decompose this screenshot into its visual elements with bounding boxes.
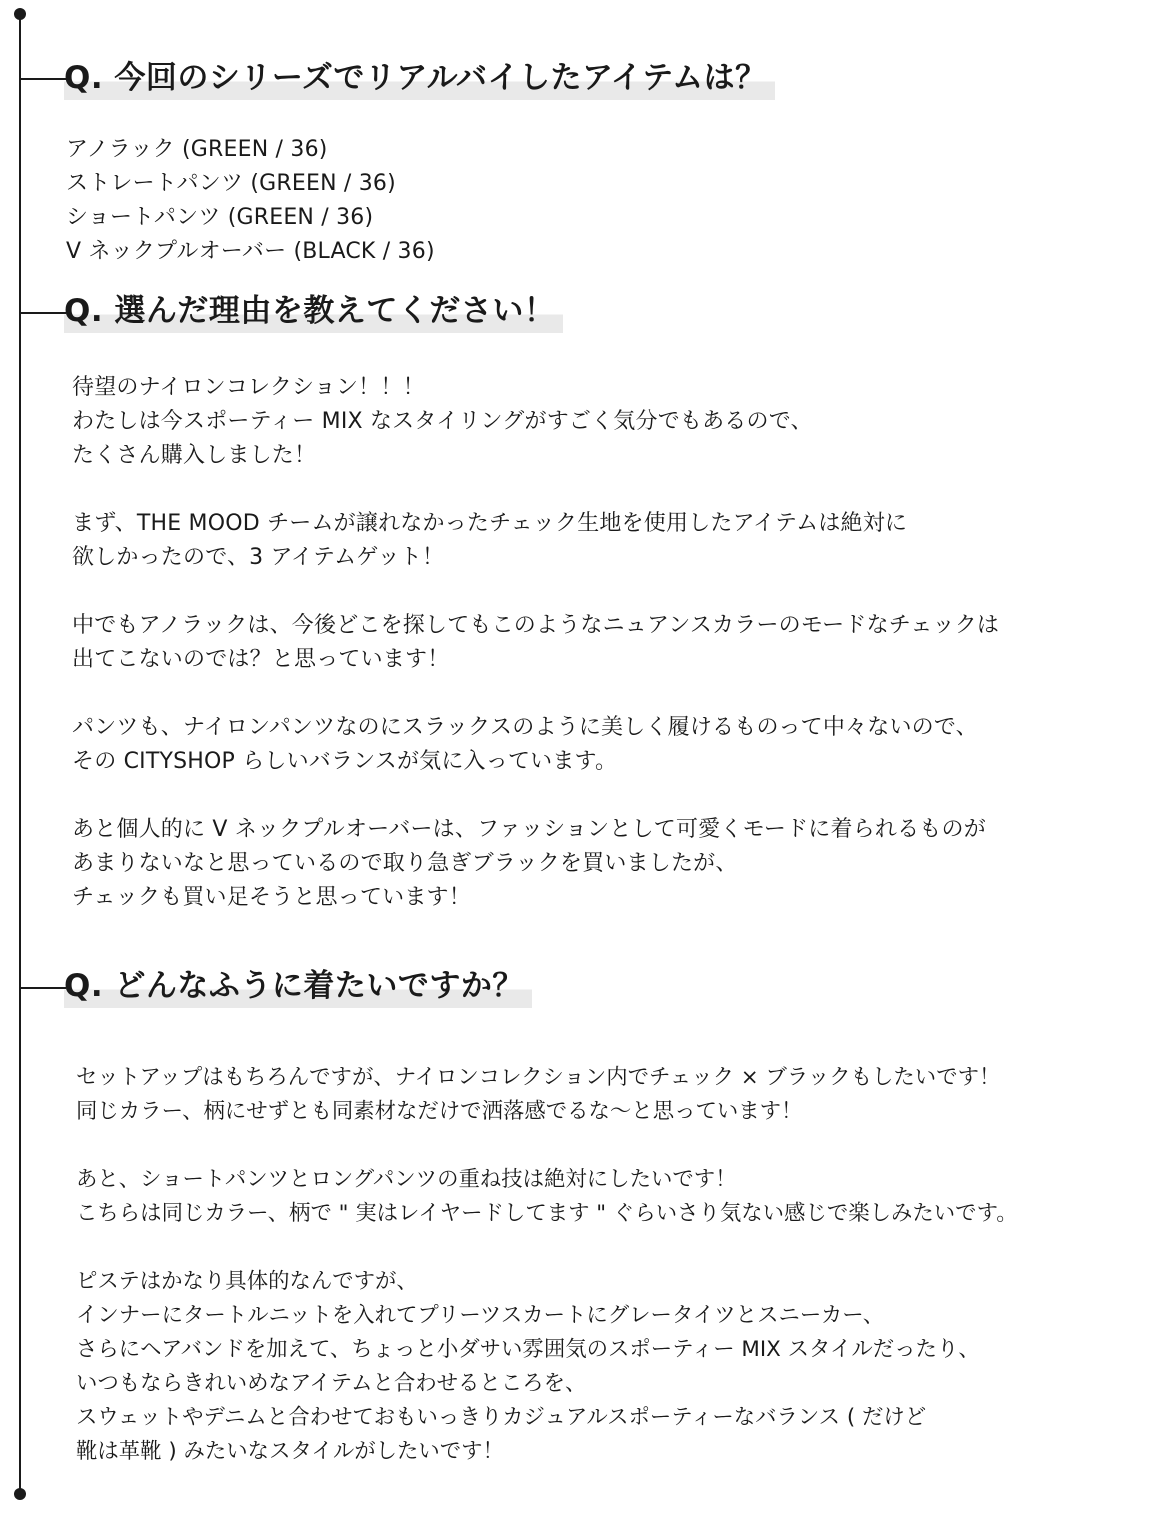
answer-gap — [72, 677, 999, 711]
section-3-question: Q. どんなふうに着たいですか？ — [64, 964, 532, 1008]
answer-gap — [72, 473, 999, 507]
answer-line: あまりないなと思っているので取り急ぎブラックを買いましたが、 — [72, 851, 738, 876]
answer-line: いつもならきれいめなアイテムと合わせるところを、 — [76, 1371, 587, 1396]
answer-line: 欲しかったので、3 アイテムゲット！ — [72, 545, 445, 570]
answer-line: スウェットやデニムと合わせておもいっきりカジュアルスポーティーなバランス ( だけど — [76, 1405, 927, 1430]
section-1-tick — [20, 78, 66, 80]
answer-line: たくさん購入しました！ — [72, 443, 317, 468]
answer-line: アノラック (GREEN / 36) — [66, 137, 328, 162]
answer-line: まず、THE MOOD チームが譲れなかったチェック生地を使用したアイテムは絶対に — [72, 511, 908, 536]
answer-line: インナーにタートルニットを入れてプリーツスカートにグレータイツとスニーカー、 — [76, 1303, 885, 1328]
section-1-question: Q. 今回のシリーズでリアルバイしたアイテムは？ — [64, 56, 775, 100]
answer-line: あと個人的に V ネックプルオーバーは、ファッションとして可愛くモードに着られるものが — [72, 817, 986, 842]
answer-line: ショートパンツ (GREEN / 36) — [66, 205, 374, 230]
answer-line: わたしは今スポーティー MIX なスタイリングがすごく気分でもあるので、 — [72, 409, 813, 434]
answer-line: その CITYSHOP らしいバランスが気に入っています。 — [72, 749, 618, 774]
answer-line: さらにヘアバンドを加えて、ちょっと小ダサい雰囲気のスポーティー MIX スタイルだったり、 — [76, 1337, 980, 1362]
section-2-question: Q. 選んだ理由を教えてください！ — [64, 289, 563, 333]
answer-gap — [76, 1231, 1018, 1265]
answer-line: 中でもアノラックは、今後どこを探してもこのようなニュアンスカラーのモードなチェックは — [72, 613, 1000, 638]
answer-line: 靴は革靴 ) みたいなスタイルがしたいです！ — [76, 1439, 504, 1464]
answer-gap — [76, 1129, 1018, 1163]
answer-line: あと、ショートパンツとロングパンツの重ね技は絶対にしたいです！ — [76, 1167, 737, 1192]
answer-line: ストレートパンツ (GREEN / 36) — [66, 171, 396, 196]
answer-line: ピステはかなり具体的なんですが、 — [76, 1269, 418, 1294]
answer-line: パンツも、ナイロンパンツなのにスラックスのように美しく履けるものって中々ないので、 — [72, 715, 978, 740]
timeline-start-dot — [14, 8, 26, 20]
timeline-end-dot — [14, 1488, 26, 1500]
answer-line: セットアップはもちろんですが、ナイロンコレクション内でチェック × ブラックもしたいです！ — [76, 1065, 1001, 1090]
answer-gap — [72, 575, 999, 609]
section-1-answer — [66, 133, 435, 269]
answer-line: チェックも買い足そうと思っています！ — [72, 885, 471, 910]
section-3-tick — [20, 987, 66, 989]
answer-gap — [72, 779, 999, 813]
answer-line: 待望のナイロンコレクション！！！ — [72, 375, 425, 400]
section-2-answer — [72, 371, 999, 915]
timeline-line — [19, 14, 21, 1494]
section-3-answer — [76, 1061, 1018, 1469]
answer-line: こちらは同じカラー、柄で " 実はレイヤードしてます " ぐらいさり気ない感じで楽しみたいです。 — [76, 1201, 1018, 1226]
answer-line: V ネックプルオーバー (BLACK / 36) — [66, 239, 435, 264]
answer-line: 同じカラー、柄にせずとも同素材なだけで洒落感でるな〜と思っています！ — [76, 1099, 803, 1124]
answer-line: 出てこないのでは？と思っています！ — [72, 647, 450, 672]
section-2-tick — [20, 312, 66, 314]
